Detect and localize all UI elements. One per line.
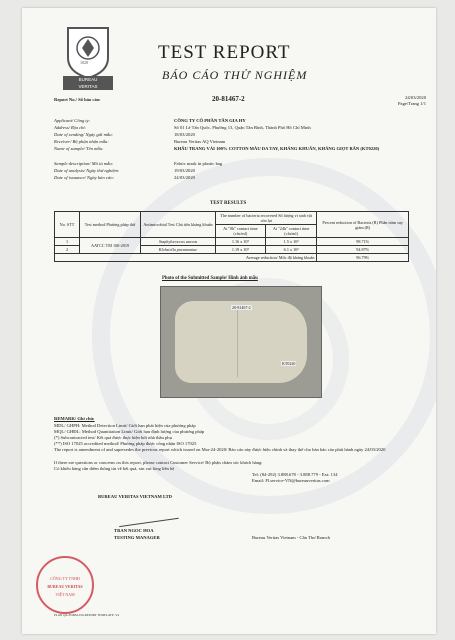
photo-tag: KT0220 xyxy=(282,361,296,366)
field-label: Date of analysis/ Ngày thử nghiệm: xyxy=(54,168,120,173)
stamp-line: CÔNG TY TNHH xyxy=(50,576,80,581)
th-count: The number of bacteria recovered Số lượng vi sinh vật còn lại xyxy=(216,212,317,225)
cell-c24: 6.1 x 10³ xyxy=(265,246,317,254)
footer-template: PLAN QA-FORM-019-REPORT TEMPLATE. V4 xyxy=(54,613,120,617)
page-subtitle: BÁO CÁO THỬ NGHIỆM xyxy=(162,68,308,82)
photo-tag: 20-81467-2 xyxy=(232,305,251,310)
stamp-line: VIỆT NAM xyxy=(55,592,75,597)
table-row xyxy=(55,238,409,246)
remark-line: If there are questions or concerns on this report, please contact Customer Service/ Bộ phận chăm sóc khách hàng: xyxy=(54,460,263,465)
cell-reduction: 94.87% xyxy=(317,246,409,254)
page-number: Page/Trang 1/1 xyxy=(397,101,426,106)
brand-bottom: VERITAS xyxy=(78,84,98,89)
stamp-line: BUREAU VERITAS xyxy=(47,584,83,589)
company-name: BUREAU VERITAS VIETNAM LTD xyxy=(98,494,172,499)
remark-line: MQL/ GHĐL: Method Quantitation Limit/ Giới hạn định lượng của phương pháp xyxy=(54,429,205,434)
report-sheet xyxy=(22,8,436,634)
field-value: 24/03/2020 xyxy=(174,175,195,180)
branch-address: Bureau Veritas Vietnam - Cần Thơ Branch xyxy=(252,535,330,540)
logo-band xyxy=(63,76,113,90)
photo-caption: Photo of the Submitted Sample/ Hình ảnh mẫu xyxy=(162,276,258,281)
field-value: Bureau Veritas AQ Vietnam xyxy=(174,139,226,144)
th-no: No. STT xyxy=(55,212,80,238)
th-agent: Antimicrobial Test Chủ tiêu kháng khuẩn xyxy=(141,212,216,238)
page-title: TEST REPORT xyxy=(158,42,291,63)
th-reduction: Percent reduction of Bacteria (R) Phần trăm suy giảm (R) xyxy=(317,212,409,238)
field-label: Receiver/ Bộ phận nhận mẫu: xyxy=(54,139,109,144)
brand-top: BUREAU xyxy=(78,77,98,82)
remark-line: The report is amendment of and supersedes the previous report which issued on Mar-24-2020/ Báo cáo này được hiệu chỉnh và thay thế cho bản báo cáo phát hành ngày 24/03/2020 xyxy=(54,447,386,452)
signer-position: TESTING MANAGER xyxy=(114,535,160,540)
signer-name: TRAN NGOC HOA xyxy=(114,528,154,533)
remark-line: MDL/ GHPH: Method Detection Limit/ Giới hạn phát hiện của phương pháp xyxy=(54,423,196,428)
cell-no: 2 xyxy=(55,246,80,254)
cell-reduction: 98.71% xyxy=(317,238,409,246)
remarks-title: REMARK/ Ghi chú: xyxy=(54,416,95,421)
report-number: 20-81467-2 xyxy=(212,95,245,103)
avg-label: Average reduction/ Mức độ kháng khuẩn xyxy=(55,254,317,262)
company-stamp xyxy=(36,556,94,614)
field-value: Số 01 Lê Tấn Quốc, Phường 13, Quận Tân Bình, Thành Phố Hồ Chí Minh xyxy=(174,125,311,130)
results-table xyxy=(54,211,409,262)
th-c0: At "0h" contact time (cfu/ml) xyxy=(216,225,266,238)
field-value: CÔNG TY CỔ PHẦN TÂN GIA HY xyxy=(174,118,246,123)
field-value: 18/03/2020 xyxy=(174,132,195,137)
cell-c0: 1.19 x 10⁵ xyxy=(216,246,266,254)
cell-agent: Klebsiella pneumoniae xyxy=(141,246,216,254)
field-value: KHẨU TRANG VẢI 100% COTTON MÀU DA TAY, KHÁNG KHUẨN, KHÁNG GIỌT BẮN (KT0220) xyxy=(174,146,380,151)
remark-line: Email: Fl.service-VN@bureauveritas.com xyxy=(252,478,330,483)
cell-c0: 1.16 x 10⁵ xyxy=(216,238,266,246)
field-label: Address/ Địa chỉ: xyxy=(54,125,87,130)
field-value: 19/03/2020 xyxy=(174,168,195,173)
avg-value: 96.79% xyxy=(317,254,409,262)
remark-line: Có khiếu hàng cần thêm thông tin về kết quả, xin vui lòng liên hệ xyxy=(54,466,175,471)
mask-shape xyxy=(175,301,307,383)
report-label: Report No./ Số báo cáo: xyxy=(54,97,101,102)
remark-line: (*) Subcontracted test/ Kết quả được thực hiện bởi nhà thầu phụ xyxy=(54,435,172,440)
results-title: TEST RESULTS xyxy=(210,201,247,206)
th-c24: At "24h" contact time (cfu/ml) xyxy=(265,225,317,238)
field-label: Date of sending/ Ngày gửi mẫu: xyxy=(54,132,114,137)
bureau-veritas-logo xyxy=(62,24,114,84)
signature-scribble xyxy=(117,504,179,527)
cell-no: 1 xyxy=(55,238,80,246)
cell-method: AATCC TM 100-2019 xyxy=(80,238,141,254)
field-label: Sample description/ Mô tả mẫu: xyxy=(54,161,114,166)
field-label: Name of sample/ Tên mẫu: xyxy=(54,146,104,151)
field-label: Applicant/ Công ty: xyxy=(54,118,91,123)
report-date-block xyxy=(398,95,426,107)
remark-line: Tel: (84-292) 3.888.678 - 3.888.779 - Ext: 134 xyxy=(252,472,338,477)
cell-c24: 1.5 x 10³ xyxy=(265,238,317,246)
field-label: Date of issuance/ Ngày báo cáo: xyxy=(54,175,115,180)
report-date: 24/03/2020 xyxy=(405,95,426,100)
field-value: Fabric mask in plastic bag xyxy=(174,161,223,166)
sample-photo xyxy=(160,286,322,398)
cell-agent: Staphylococcus aureus xyxy=(141,238,216,246)
remark-line: (**) ISO 17025 accredited method/ Phương pháp được công nhận ISO 17025 xyxy=(54,441,197,446)
th-method: Test method Phương pháp thử xyxy=(80,212,141,238)
brand-year: 1828 xyxy=(80,60,88,65)
